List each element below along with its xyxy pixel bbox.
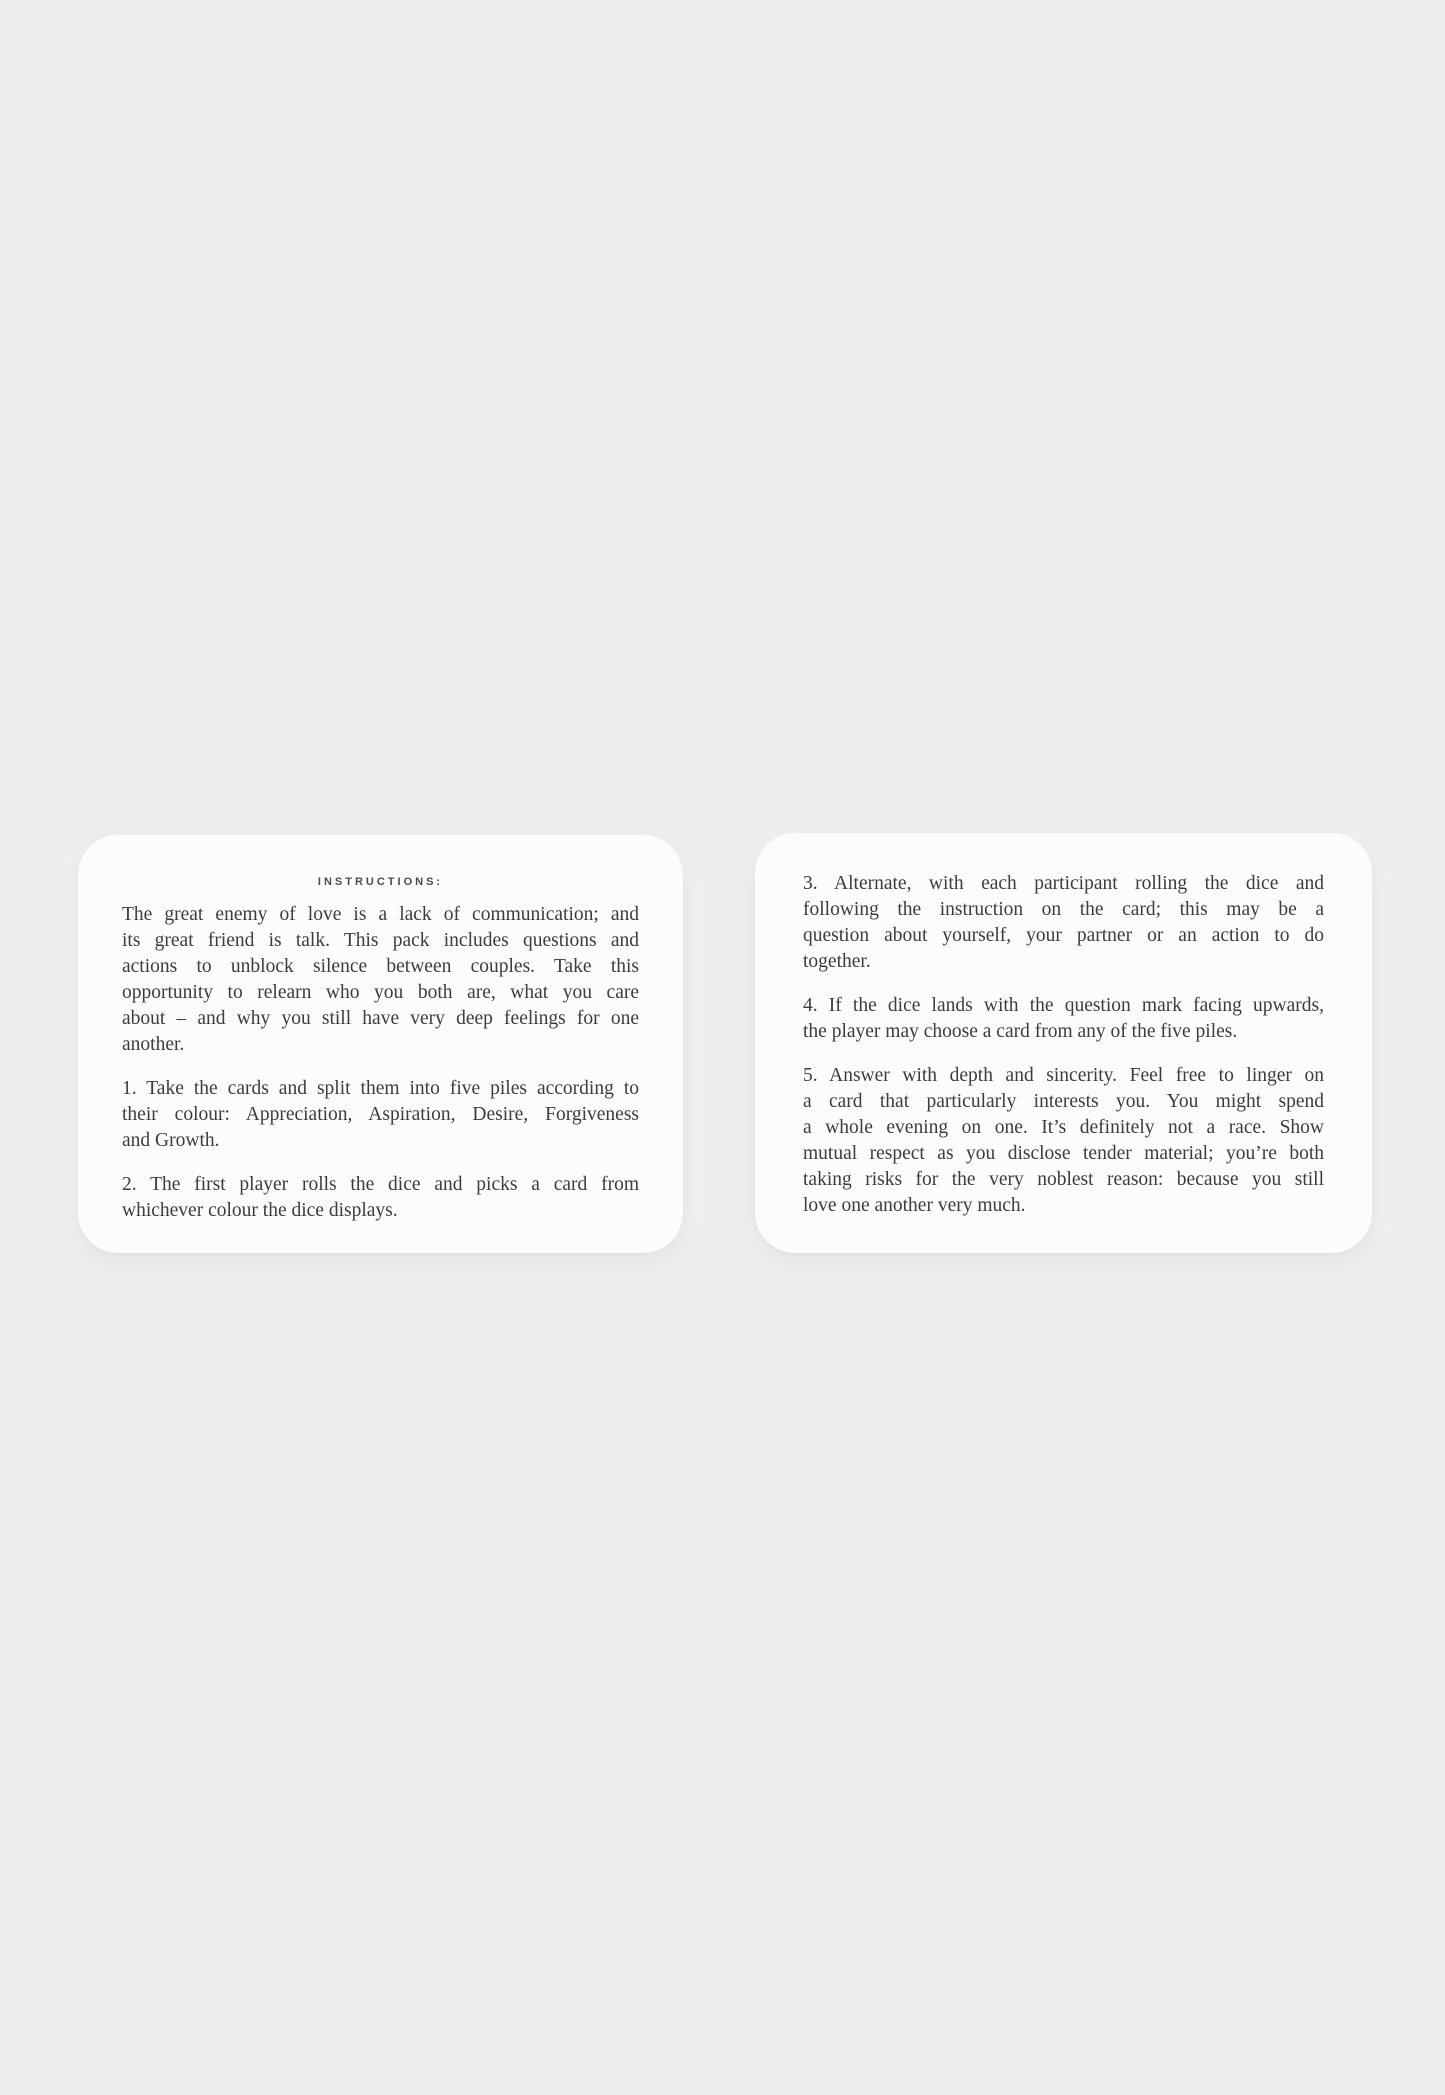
instructions-heading: INSTRUCTIONS: — [317, 876, 444, 888]
step-2-paragraph — [122, 1172, 639, 1224]
text-line: 1. Take the cards and split them into five piles according to — [122, 1078, 639, 1099]
text-line: question about yourself, your partner or an action to do — [803, 925, 1324, 946]
step-4-paragraph — [803, 993, 1324, 1045]
text-line: its great friend is talk. This pack includes questions and — [122, 930, 639, 951]
text-line: another. — [122, 1034, 185, 1055]
step-1-paragraph — [122, 1076, 639, 1154]
text-line: 3. Alternate, with each participant rolling the dice and — [803, 873, 1324, 894]
text-line: and Growth. — [122, 1130, 220, 1151]
text-line: together. — [803, 951, 871, 972]
step-5-paragraph — [803, 1063, 1324, 1219]
text-line: actions to unblock silence between couples. Take this — [122, 956, 639, 977]
text-line: love one another very much. — [803, 1195, 1026, 1216]
text-line: their colour: Appreciation, Aspiration, Desire, Forgiveness — [122, 1104, 639, 1125]
text-line: mutual respect as you disclose tender material; you’re both — [803, 1143, 1324, 1164]
instructions-card-right — [755, 833, 1372, 1253]
text-line: 4. If the dice lands with the question mark facing upwards, — [803, 995, 1324, 1016]
text-line: whichever colour the dice displays. — [122, 1200, 398, 1221]
text-line: taking risks for the very noblest reason: because you still — [803, 1169, 1324, 1190]
text-line: The great enemy of love is a lack of communication; and — [122, 904, 639, 925]
step-3-paragraph — [803, 871, 1324, 975]
intro-paragraph — [122, 902, 639, 1058]
instructions-card-left — [78, 835, 683, 1253]
text-line: a card that particularly interests you. You might spend — [803, 1091, 1324, 1112]
text-line: opportunity to relearn who you both are, what you care — [122, 982, 639, 1003]
text-line: the player may choose a card from any of the five piles. — [803, 1021, 1238, 1042]
text-line: following the instruction on the card; this may be a — [803, 899, 1324, 920]
text-line: 2. The first player rolls the dice and picks a card from — [122, 1174, 639, 1195]
text-line: a whole evening on one. It’s definitely not a race. Show — [803, 1117, 1324, 1138]
text-line: 5. Answer with depth and sincerity. Feel free to linger on — [803, 1065, 1324, 1086]
text-line: about – and why you still have very deep feelings for one — [122, 1008, 639, 1029]
